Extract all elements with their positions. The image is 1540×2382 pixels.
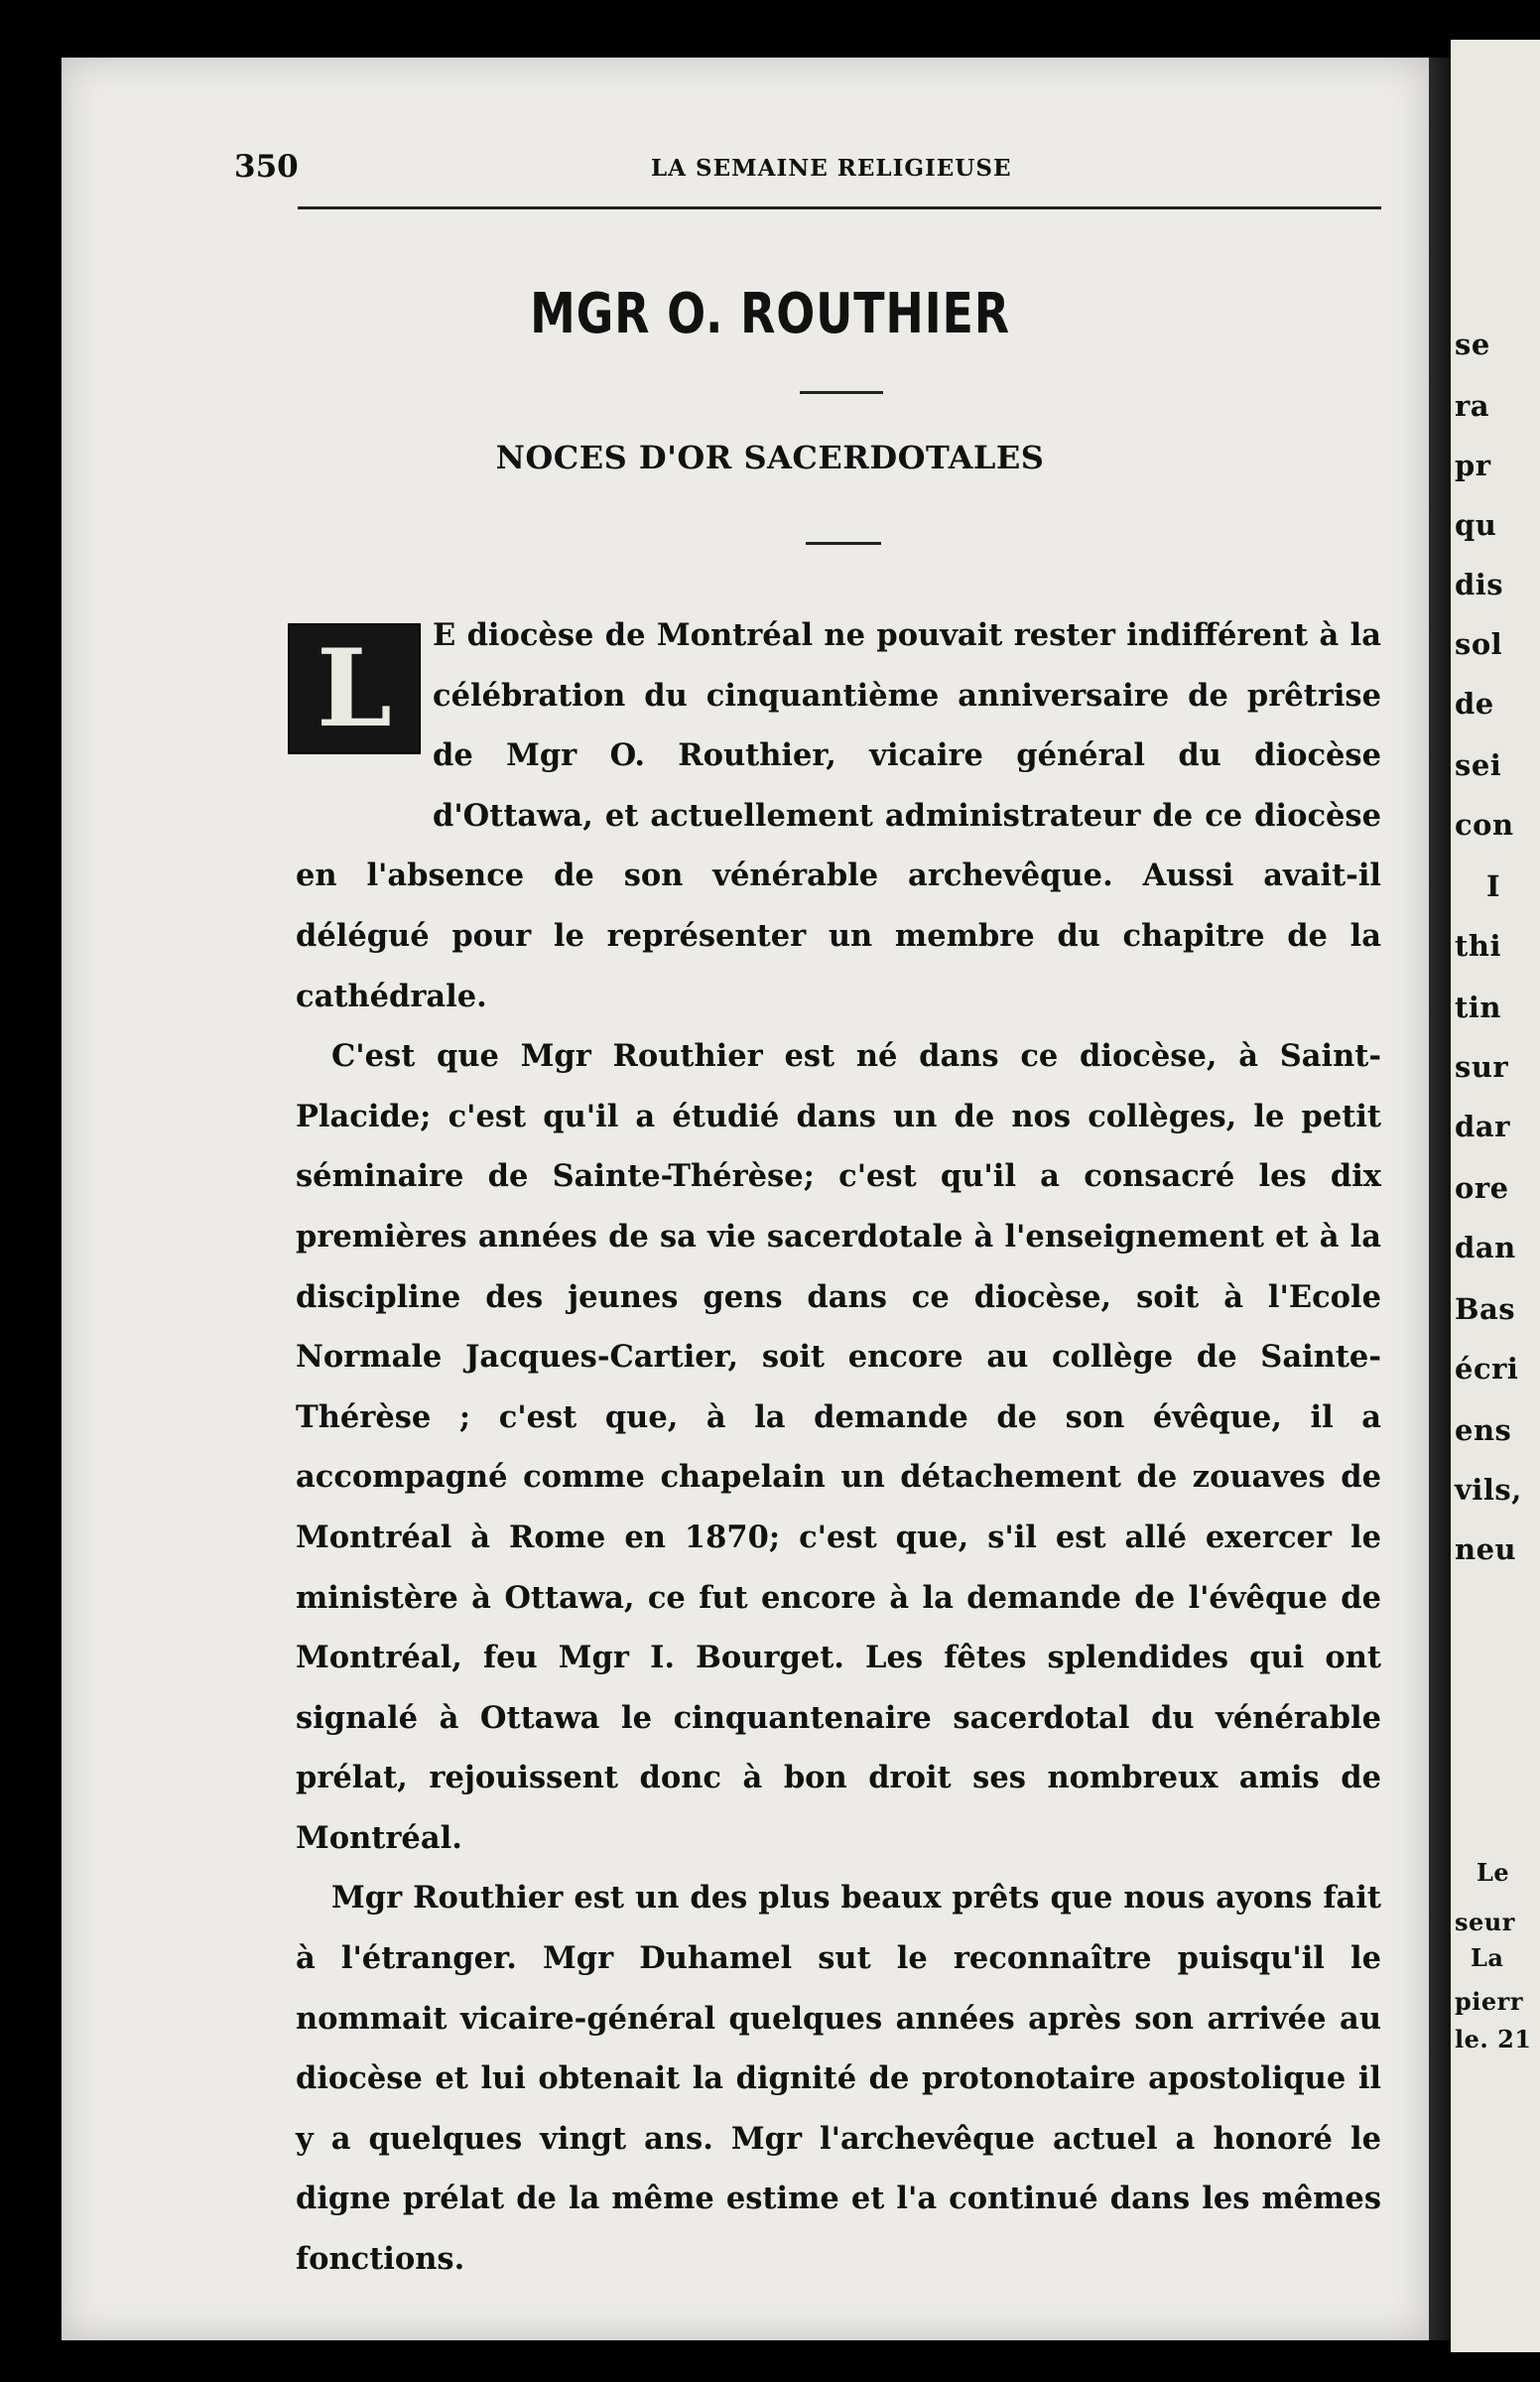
drop-cap-letter: L — [317, 626, 392, 751]
paragraph: E diocèse de Montréal ne pouvait rester indifférent à la célébration du cinquantième anniversaire de prêtrise de Mgr O. Routhier, vicaire général du diocèse d'Ottawa, et actuellement administrateur de ce diocèse en l'absence de son vénérable archevêque. Aussi avait-il délégué pour le représenter un membre du chapitre de la cathédrale. — [296, 617, 1381, 1014]
article-body — [296, 605, 1381, 2290]
fragment: seur — [1455, 1908, 1515, 1936]
fragment: pierr — [1455, 1987, 1523, 2016]
fragment: ore — [1455, 1171, 1509, 1205]
fragment: sei — [1455, 748, 1502, 782]
fragment: sur — [1455, 1050, 1509, 1084]
fragment: tin — [1455, 991, 1501, 1024]
fragment: Bas — [1455, 1292, 1516, 1326]
fragment: dan — [1455, 1231, 1516, 1264]
fragment: écri — [1455, 1352, 1519, 1386]
paragraph: C'est que Mgr Routhier est né dans ce diocèse, à Saint-Placide; c'est qu'il a étudié dans un de nos collèges, le petit séminaire de Sainte-Thérèse; c'est qu'il a consacré les dix premières années de sa vie sacerdotale à l'enseignement et à la discipline des jeunes gens dans ce diocèse, soit à l'Ecole Normale Jacques-Cartier, soit encore au collège de Sainte-Thérèse ; c'est que, à la demande de son évêque, il a accompagné comme chapelain un détachement de zouaves de Montréal à Rome en 1870; c'est que, s'il est allé exercer le ministère à Ottawa, ce fut encore à la demande de l'évêque de Montréal, feu Mgr I. Bourget. Les fêtes splendides qui ont signalé à Ottawa le cinquantenaire sacerdotal du vénérable prélat, rejouissent donc à bon droit ses nombreux amis de Montréal. — [296, 1038, 1381, 1856]
article-subtitle: NOCES D'OR SACERDOTALES — [495, 439, 1045, 476]
paragraph: Mgr Routhier est un des plus beaux prêts que nous ayons fait à l'étranger. Mgr Duhamel sut le reconnaître puisqu'il le nommait vicaire-général quelques années après son arrivée au diocèse et lui obtenait la dignité de protonotaire apostolique il y a quelques vingt ans. Mgr l'archevêque actuel a honoré le digne prélat de la même estime et l'a continué dans les mêmes fonctions. — [296, 1880, 1381, 2278]
running-title: LA SEMAINE RELIGIEUSE — [651, 155, 1012, 182]
fragment: ens — [1455, 1413, 1512, 1447]
fragment: Le — [1476, 1858, 1510, 1887]
page-number: 350 — [234, 149, 299, 185]
page-header — [234, 149, 1381, 197]
subtitle-rule — [806, 542, 881, 545]
fragment: dar — [1455, 1110, 1510, 1143]
fragment: ra — [1455, 389, 1490, 423]
adjacent-page-edge — [1451, 40, 1540, 2352]
fragment: pr — [1455, 449, 1491, 482]
fragment: thi — [1455, 929, 1501, 963]
fragment: La — [1471, 1943, 1504, 1972]
fragment: vils, — [1455, 1473, 1522, 1507]
fragment: se — [1455, 328, 1490, 361]
title-rule — [800, 391, 883, 394]
fragment: con — [1455, 808, 1514, 842]
fragment: qu — [1455, 508, 1497, 542]
article-title: MGR O. ROUTHIER — [530, 282, 1010, 346]
fragment: le. 21 — [1455, 2025, 1532, 2053]
header-rule — [298, 206, 1381, 209]
fragment: de — [1455, 687, 1494, 721]
fragment: sol — [1455, 627, 1503, 661]
fragment: neu — [1455, 1532, 1517, 1566]
fragment: dis — [1455, 568, 1504, 601]
fragment: I — [1486, 869, 1501, 903]
